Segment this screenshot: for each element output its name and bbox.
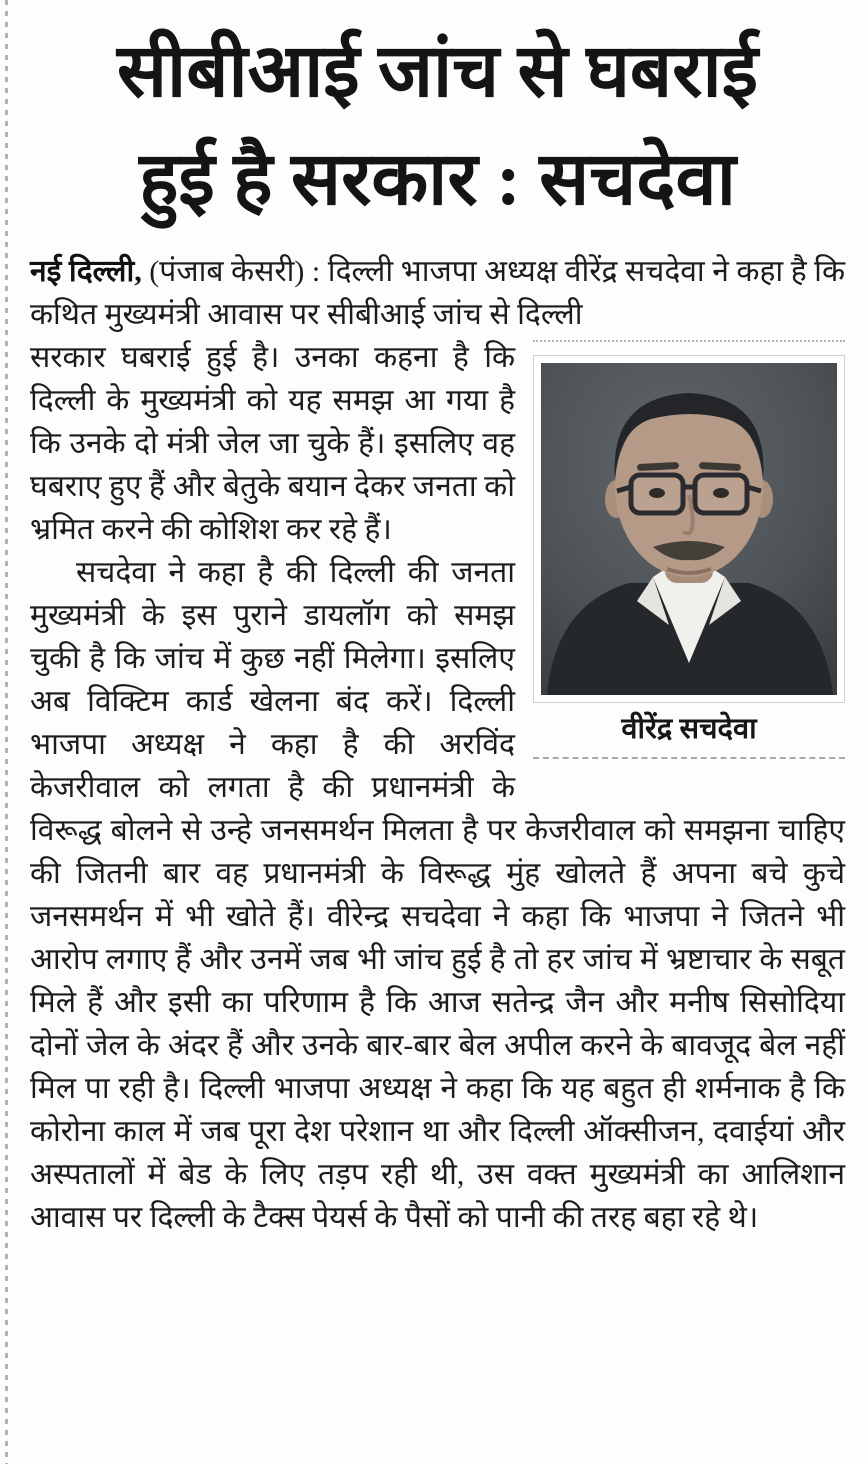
article-paragraph-1-continuation: सरकार घबराई हुई है। उनका कहना है कि दिल्ली के मुख्यमंत्री को यह समझ आ गया है कि उनके दो मंत्री जेल जा चुके हैं। इसलिए वह घबराए हुए हैं और बेतुके बयान देकर जनता को भ्रमित करने की कोशिश कर रहे हैं। — [30, 341, 515, 546]
photo-caption: वीरेंद्र सचदेवा — [533, 703, 845, 759]
portrait-illustration — [541, 363, 837, 695]
portrait-photo — [533, 355, 845, 703]
portrait-figure — [533, 340, 845, 759]
headline — [30, 18, 845, 234]
article-paragraph-2: सचदेवा ने कहा है की दिल्ली की जनता मुख्यमंत्री के इस पुराने डायलॉग को समझ चुकी है कि जांच में कुछ नहीं मिलेगा। इसलिए अब विक्टिम कार्ड खेलना बंद करें। दिल्ली भाजपा अध्यक्ष ने कहा है की अरविंद केजरीवाल को लगता है की प्रधानमंत्री के विरूद्ध बोलने से उन्हे जनसमर्थन मिलता है पर केजरीवाल को समझना चाहिए की जितनी बार वह प्रधानमंत्री के विरूद्ध मुंह खोलते हैं अपना बचे कुचे जनसमर्थन में भी खोते हैं। वीरेन्द्र सचदेवा ने कहा कि भाजपा ने जितने भी आरोप लगाए हैं और उनमें जब भी जांच हुई है तो हर जांच में भ्रष्टाचार के सबूत मिले हैं और इसी का परिणाम है कि आज सतेन्द्र जैन और मनीष सिसोदिया दोनों जेल के अंदर हैं और उनके बार-बार बेल अपील करने के बावजूद बेल नहीं मिल पा रही है। दिल्ली भाजपा अध्यक्ष ने कहा कि यह बहुत ही शर्मनाक है कि कोरोना काल में जब पूरा देश परेशान था और दिल्ली ऑक्सीजन, दवाईयां और अस्पतालों में बेड के लिए तड़प रही थी, उस वक्त मुख्यमंत्री का आलिशान आवास पर दिल्ली के टैक्स पेयर्स के पैसों को पानी की तरह बहा रहे थे। — [30, 556, 845, 1234]
dateline: नई दिल्ली, — [30, 255, 142, 288]
article-body — [30, 250, 845, 1239]
article-paragraph-1 — [30, 250, 845, 336]
headline-line-2: हुई है सरकार : सचदेवा — [139, 139, 736, 221]
perforation-dotted-line — [5, 0, 8, 1464]
article-lead-text: (पंजाब केसरी) : दिल्ली भाजपा अध्यक्ष वीरेंद्र सचदेवा ने कहा है कि कथित मुख्यमंत्री आवास पर सीबीआई जांच से दिल्ली — [30, 255, 845, 331]
eye-left — [649, 488, 665, 498]
eye-right — [713, 488, 729, 498]
article-container — [30, 18, 845, 1239]
headline-line-1: सीबीआई जांच से घबराई — [117, 31, 758, 113]
